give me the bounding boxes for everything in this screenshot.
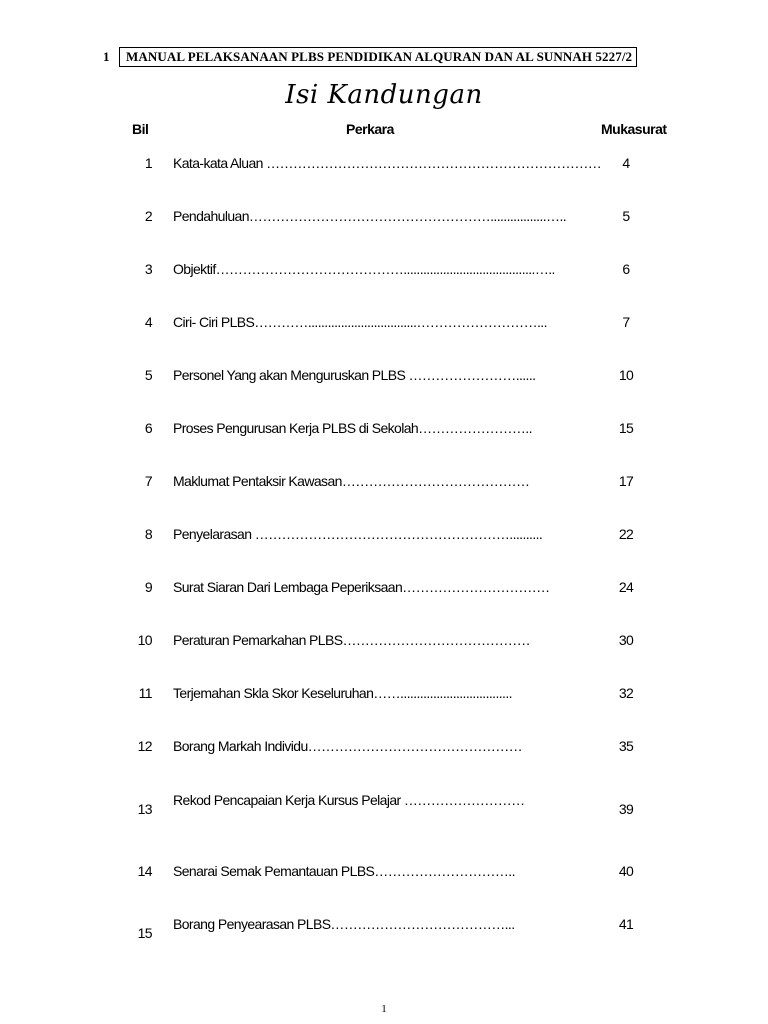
toc-perkara: Rekod Pencapaian Kerja Kursus Pelajar ……………………… bbox=[173, 792, 525, 808]
toc-perkara: Pendahuluan……………………………………………….................….. bbox=[173, 208, 567, 224]
toc-mukasurat: 6 bbox=[622, 261, 630, 277]
toc-mukasurat: 5 bbox=[622, 208, 630, 224]
toc-perkara: Maklumat Pentaksir Kawasan…………………………………… bbox=[173, 473, 530, 489]
page-header bbox=[103, 47, 637, 67]
toc-perkara: Peraturan Pemarkahan PLBS…………………………………… bbox=[173, 632, 531, 648]
toc-perkara: Kata-kata Aluan ………………………………………………………………… bbox=[173, 155, 602, 171]
toc-perkara: Penyelarasan ………………………………………………….......... bbox=[173, 526, 543, 542]
toc-bil: 8 bbox=[144, 526, 152, 542]
toc-perkara: Borang Markah Individu………………………………………… bbox=[173, 738, 523, 754]
toc-bil: 15 bbox=[137, 925, 152, 941]
toc-bil: 2 bbox=[144, 208, 152, 224]
header-number: 1 bbox=[103, 49, 110, 64]
toc-mukasurat: 15 bbox=[618, 420, 634, 436]
toc-perkara: Personel Yang akan Menguruskan PLBS ……………………...... bbox=[173, 367, 536, 383]
toc-bil: 11 bbox=[138, 685, 152, 701]
toc-perkara: Surat Siaran Dari Lembaga Peperiksaan…………………………… bbox=[173, 579, 550, 595]
column-header-bil: Bil bbox=[132, 121, 149, 137]
toc-bil: 14 bbox=[137, 863, 152, 879]
page-number: 1 bbox=[381, 1003, 387, 1015]
column-header-mukasurat: Mukasurat bbox=[601, 121, 667, 137]
toc-bil: 5 bbox=[144, 367, 152, 383]
toc-bil: 13 bbox=[137, 801, 152, 817]
column-header-perkara: Perkara bbox=[346, 121, 394, 137]
toc-mukasurat: 41 bbox=[618, 916, 634, 932]
page-title: Isi Kandungan bbox=[285, 80, 483, 110]
toc-mukasurat: 35 bbox=[618, 738, 634, 754]
toc-mukasurat: 32 bbox=[618, 685, 634, 701]
toc-bil: 9 bbox=[144, 579, 152, 595]
toc-perkara: Objektif……………………………………........................................….. bbox=[173, 261, 555, 277]
toc-bil: 3 bbox=[144, 261, 152, 277]
toc-mukasurat: 4 bbox=[622, 155, 630, 171]
toc-bil: 1 bbox=[144, 155, 152, 171]
toc-bil: 7 bbox=[144, 473, 152, 489]
toc-mukasurat: 39 bbox=[618, 801, 634, 817]
toc-mukasurat: 22 bbox=[618, 526, 634, 542]
toc-perkara: Borang Penyearasan PLBS…………………………………... bbox=[173, 916, 515, 932]
toc-mukasurat: 30 bbox=[618, 632, 634, 648]
toc-mukasurat: 7 bbox=[622, 314, 630, 330]
toc-bil: 4 bbox=[144, 314, 152, 330]
toc-perkara: Ciri- Ciri PLBS………….................................………………………... bbox=[173, 314, 547, 330]
toc-bil: 10 bbox=[137, 632, 152, 648]
toc-bil: 6 bbox=[144, 420, 152, 436]
toc-mukasurat: 24 bbox=[618, 579, 634, 595]
toc-mukasurat: 40 bbox=[618, 863, 634, 879]
header-title-box: MANUAL PELAKSANAAN PLBS PENDIDIKAN ALQURAN DAN AL SUNNAH 5227/2 bbox=[119, 47, 637, 67]
toc-mukasurat: 10 bbox=[618, 367, 634, 383]
toc-mukasurat: 17 bbox=[618, 473, 634, 489]
toc-perkara: Senarai Semak Pemantauan PLBS………………………….. bbox=[173, 863, 515, 879]
toc-bil: 12 bbox=[137, 738, 152, 754]
toc-perkara: Terjemahan Skla Skor Keseluruhan…….................................. bbox=[173, 685, 512, 701]
toc-perkara: Proses Pengurusan Kerja PLBS di Sekolah…………………….. bbox=[173, 420, 532, 436]
